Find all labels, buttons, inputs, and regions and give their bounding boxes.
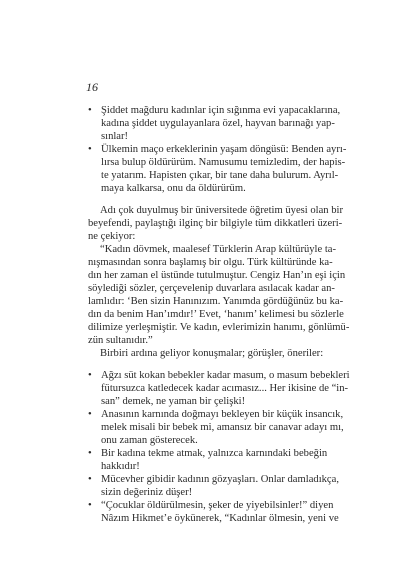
bullet-line: kadına şiddet uygulayanlara özel, hayvan barınağı yap- bbox=[101, 118, 335, 129]
bullet-line: onu zaman gösterecek. bbox=[101, 435, 198, 446]
bullet-line: hakkıdır! bbox=[101, 461, 140, 472]
bullet-line: melek misali bir bebek mi, amansız bir canavar adayı mı, bbox=[101, 422, 344, 433]
paragraph-line: dın her zaman el üstünde tutulmuştur. Cengiz Han’ın eşi için bbox=[88, 270, 346, 281]
bullet-line: te yatarım. Hapisten çıkar, bir tane daha bulurum. Ayrıl- bbox=[101, 170, 339, 181]
paragraph-line: Adı çok duyulmuş bir üniversitede öğretim üyesi olan bir bbox=[100, 205, 344, 216]
paragraph-line: dilimize yerleşmiştir. Ve kadın, evlerimizin hanımı, gönlümü- bbox=[88, 322, 350, 333]
paragraph-line: “Kadın dövmek, maalesef Türklerin Arap kültürüyle ta- bbox=[100, 244, 337, 255]
bullet-icon: • bbox=[88, 409, 92, 420]
bullet-icon: • bbox=[88, 370, 92, 381]
bullet-line: fütursuzca katledecek kadar acımasız... Her ikisine de “in- bbox=[101, 383, 349, 394]
paragraph-line: beyefendi, paylaştığı ilginç bir bilgiyle tüm dikkatleri üzeri- bbox=[88, 218, 343, 229]
bullet-line: Ülkemin maço erkeklerinin yaşam döngüsü: Benden ayrı- bbox=[101, 144, 347, 155]
bullet-icon: • bbox=[88, 500, 92, 511]
bullet-line: Bir kadına tekme atmak, yalnızca karnındaki bebeğin bbox=[101, 448, 328, 459]
bullet-icon: • bbox=[88, 144, 92, 155]
paragraph-line: söylediği sözler, çerçevelenip duvarlara asılacak kadar an- bbox=[88, 283, 335, 294]
bullet-icon: • bbox=[88, 448, 92, 459]
bullet-line: Nâzım Hikmet’e öykünerek, “Kadınlar ölmesin, yeni ve bbox=[101, 513, 339, 524]
bullet-line: Anasının karnında doğmayı bekleyen bir küçük insancık, bbox=[101, 409, 344, 420]
paragraph-line: Birbiri ardına geliyor konuşmalar; görüşler, öneriler: bbox=[100, 348, 324, 359]
bullet-line: Ağzı süt kokan bebekler kadar masum, o masum bebekleri bbox=[101, 370, 350, 381]
bullet-line: sınlar! bbox=[101, 131, 129, 142]
bullet-line: lırsa bulup öldürürüm. Namusumu temizledim, der hapis- bbox=[101, 157, 346, 168]
paragraph-line: zün sultanıdır.” bbox=[88, 335, 153, 346]
bullet-line: Mücevher gibidir kadının gözyaşları. Onlar damladıkça, bbox=[101, 474, 339, 485]
bullet-icon: • bbox=[88, 474, 92, 485]
bullet-line: “Çocuklar öldürülmesin, şeker de yiyebilsinler!” diyen bbox=[101, 500, 334, 511]
paragraph-line: nışmasından sonra başlamış bir olgu. Türk kültüründe ka- bbox=[88, 257, 333, 268]
paragraph-line: lamlıdır: ‘Ben sizin Hanınızım. Yanımda gördüğünüz bu ka- bbox=[88, 296, 344, 307]
page-number: 16 bbox=[86, 80, 98, 94]
paragraph-line: dın da benim Han’ımdır!’ Evet, ‘hanım’ kelimesi bu sözlerle bbox=[88, 309, 344, 320]
bullet-line: sizin değeriniz düşer! bbox=[101, 487, 193, 498]
bullet-icon: • bbox=[88, 105, 92, 116]
bullet-line: maya kalkarsa, onu da öldürürüm. bbox=[101, 183, 246, 194]
paragraph-line: ne çekiyor: bbox=[88, 231, 136, 242]
bullet-line: san” demek, ne yaman bir çelişki! bbox=[101, 396, 246, 407]
bullet-line: Şiddet mağduru kadınlar için sığınma evi yapacaklarına, bbox=[101, 105, 341, 116]
